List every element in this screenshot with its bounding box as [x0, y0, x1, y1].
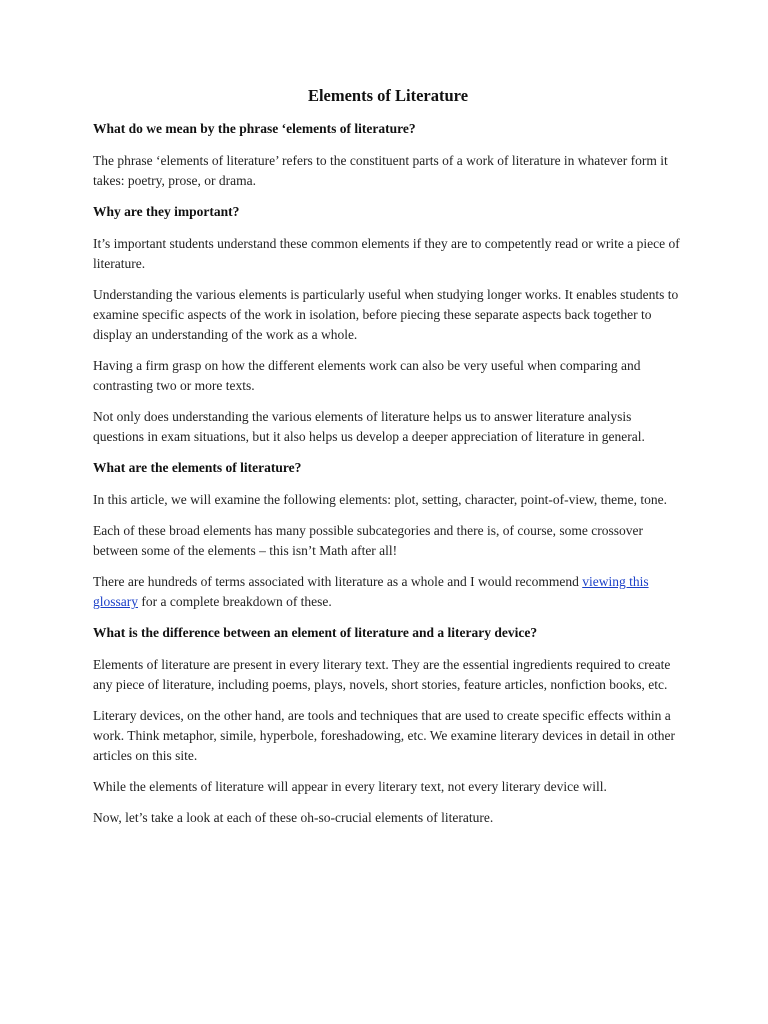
document-title: Elements of Literature: [307, 86, 469, 105]
paragraph-importance-1: It’s important students understand these common elements if they are to competently read or write a piece of literature.: [93, 236, 680, 271]
document-body: [93, 86, 683, 839]
section-heading-meaning: What do we mean by the phrase ‘elements of literature?: [93, 121, 416, 136]
paragraph-importance-2: Understanding the various elements is particularly useful when studying longer works. It enables students to examine specific aspects of the work in isolation, before piecing these separate aspects back together to display an understanding of the work as a whole.: [93, 287, 679, 342]
paragraph-literary-devices: Literary devices, on the other hand, are tools and techniques that are used to create specific effects within a work. Think metaphor, simile, hyperbole, foreshadowing, etc. We examine literary devices in detail in other articles on this site.: [93, 708, 675, 763]
paragraph-elements-list: In this article, we will examine the following elements: plot, setting, character, point-of-view, theme, tone.: [93, 492, 668, 507]
paragraph-importance-4: Not only does understanding the various elements of literature helps us to answer literature analysis questions in exam situations, but it also helps us develop a deeper appreciation of literature in general.: [93, 409, 645, 444]
section-heading-importance: Why are they important?: [93, 204, 240, 219]
glossary-link[interactable]: viewing this glossary: [93, 574, 649, 609]
paragraph-definition: The phrase ‘elements of literature’ refers to the constituent parts of a work of literature in whatever form it takes: poetry, prose, or drama.: [93, 153, 668, 188]
paragraph-elements-present: Elements of literature are present in every literary text. They are the essential ingredients required to create any piece of literature, including poems, plays, novels, short stories, feature articles, nonfiction books, etc.: [93, 657, 671, 692]
glossary-text-before: There are hundreds of terms associated with literature as a whole and I would recommend: [93, 574, 583, 589]
paragraph-closing: Now, let’s take a look at each of these oh-so-crucial elements of literature.: [93, 810, 494, 825]
paragraph-glossary: [93, 572, 683, 612]
paragraph-importance-3: Having a firm grasp on how the different elements work can also be very useful when comparing and contrasting two or more texts.: [93, 358, 641, 393]
glossary-text-after: for a complete breakdown of these.: [138, 594, 332, 609]
section-heading-elements: What are the elements of literature?: [93, 460, 302, 475]
paragraph-every-text: While the elements of literature will appear in every literary text, not every literary device will.: [93, 779, 607, 794]
paragraph-subcategories: Each of these broad elements has many possible subcategories and there is, of course, some crossover between some of the elements – this isn’t Math after all!: [93, 523, 643, 558]
section-heading-difference: What is the difference between an element of literature and a literary device?: [93, 625, 538, 640]
